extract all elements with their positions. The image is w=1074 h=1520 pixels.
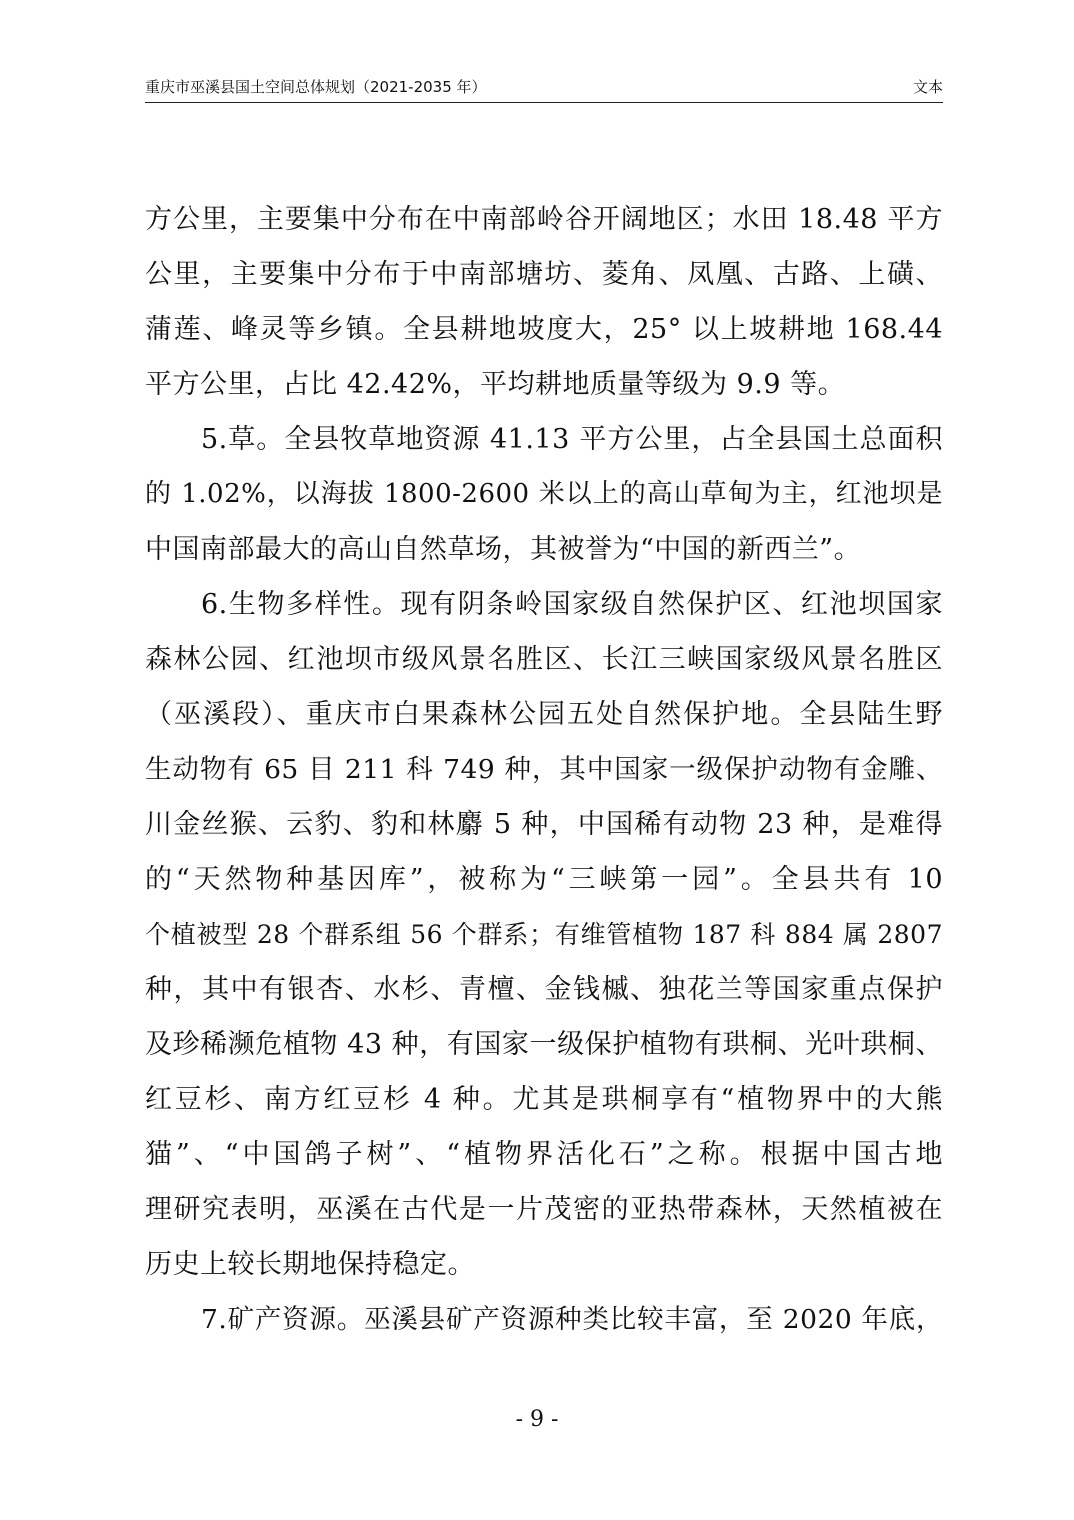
text-line: 的 1.02%，以海拔 1800-2600 米以上的高山草甸为主，红池坝是 [145,479,943,509]
text-line: （巫溪段）、重庆市白果森林公园五处自然保护地。全县陆生野 [145,699,943,730]
text-line: 历史上较长期地保持稳定。 [145,1249,475,1280]
text-line: 个植被型 28 个群系组 56 个群系；有维管植物 187 科 884 属 2807 [145,920,943,949]
text-line: 猫”、“中国鸽子树”、“植物界活化石”之称。根据中国古地 [145,1139,943,1170]
text-line: 平方公里，占比 42.42%，平均耕地质量等级为 9.9 等。 [145,369,846,400]
section-label: 文本 [912,78,943,96]
text-line: 红豆杉、南方红豆杉 4 种。尤其是珙桐享有“植物界中的大熊 [145,1084,943,1115]
text-line: 蒲莲、峰灵等乡镇。全县耕地坡度大，25° 以上坡耕地 168.44 [145,314,943,345]
page-header [145,76,943,103]
text-line: 生动物有 65 目 211 科 749 种，其中国家一级保护动物有金雕、 [145,754,943,785]
text-line: 7.矿产资源。巫溪县矿产资源种类比较丰富，至 2020 年底， [201,1304,943,1335]
text-line: 5.草。全县牧草地资源 41.13 平方公里，占全县国土总面积 [201,424,943,455]
body-text [145,192,943,1347]
text-line: 方公里，主要集中分布在中南部岭谷开阔地区；水田 18.48 平方 [145,204,943,235]
text-line: 种，其中有银杏、水杉、青檀、金钱槭、独花兰等国家重点保护 [145,974,943,1005]
text-line: 公里，主要集中分布于中南部塘坊、菱角、凤凰、古路、上磺、 [145,259,943,290]
text-line: 中国南部最大的高山自然草场，其被誉为“中国的新西兰”。 [145,534,862,565]
document-title: 重庆市巫溪县国土空间总体规划（2021-2035 年） [145,78,487,96]
text-line: 的“天然物种基因库”，被称为“三峡第一园”。全县共有 10 [145,864,943,895]
text-line: 川金丝猴、云豹、豹和林麝 5 种，中国稀有动物 23 种，是难得 [145,809,943,840]
text-line: 森林公园、红池坝市级风景名胜区、长江三峡国家级风景名胜区 [145,644,943,675]
text-line: 6.生物多样性。现有阴条岭国家级自然保护区、红池坝国家 [201,589,943,620]
text-line: 理研究表明，巫溪在古代是一片茂密的亚热带森林，天然植被在 [145,1194,943,1225]
page-number: - 9 - [515,1407,559,1432]
text-line: 及珍稀濒危植物 43 种，有国家一级保护植物有珙桐、光叶珙桐、 [145,1029,943,1060]
